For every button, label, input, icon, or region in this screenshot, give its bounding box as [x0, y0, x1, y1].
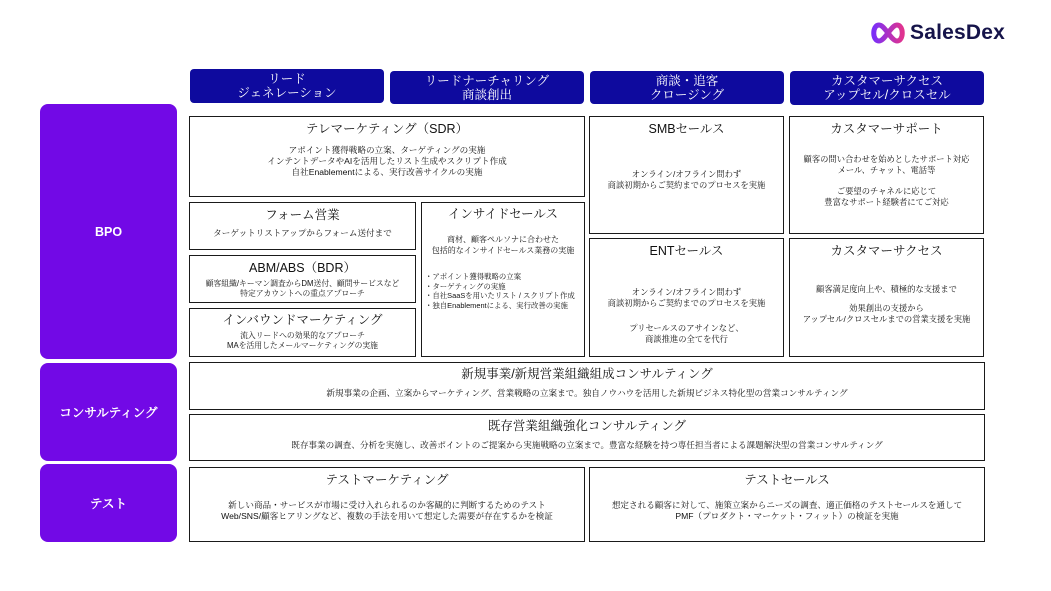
service-title: SMBセールス — [648, 122, 725, 136]
service-description: 新しい商品・サービスが市場に受け入れられるのか客観的に判断するためのテスト Web/SNS/顧客ヒアリングなど、複数の手法を用いて想定した需要が存在するかを検証 — [221, 500, 553, 521]
service-description: オンライン/オフライン問わず 商談初期からご契約までのプロセスを実施 — [607, 169, 766, 190]
service-new-business-consulting — [189, 362, 985, 410]
row-label-consulting: コンサルティング — [40, 363, 177, 461]
row-label-test: テスト — [40, 464, 177, 542]
service-description-secondary: プリセールスのアサインなど、 商談推進の全てを代行 — [629, 323, 744, 344]
service-description: 顧客満足度向上や、積極的な支援まで — [816, 284, 957, 294]
service-inbound-marketing — [189, 308, 416, 357]
service-form-sales — [189, 202, 416, 250]
service-description-secondary: 効果創出の支援から アップセル/クロスセルまでの営業支援を実施 — [802, 303, 971, 324]
infinity-logo-icon — [870, 20, 906, 46]
service-description: ターゲットリストアップからフォーム送付まで — [213, 228, 392, 238]
service-abm-abs — [189, 255, 416, 303]
column-header-lead-nurturing: リードナーチャリング 商談創出 — [390, 71, 584, 104]
brand-logo — [870, 20, 1005, 46]
column-header-customer-success: カスタマーサクセス アップセル/クロスセル — [790, 71, 984, 105]
service-description: 顧客組織/キーマン調査からDM送付、顧問サービスなど 特定アカウントへの重点アプローチ — [205, 279, 400, 298]
service-telemarketing — [189, 116, 585, 197]
service-test-marketing — [189, 467, 585, 542]
service-description: アポイント獲得戦略の立案、ターゲティングの実施 インテントデータやAIを活用したリスト生成やスクリプト作成 自社Enablementによる、実行改善サイクルの実施 — [267, 145, 507, 177]
service-description-secondary: ご要望のチャネルに応じて 豊富なサポート経験者にてご対応 — [824, 186, 949, 207]
service-title: テレマーケティング（SDR） — [305, 122, 469, 136]
service-title: 既存営業組織強化コンサルティング — [487, 419, 687, 433]
service-title: カスタマーサクセス — [830, 244, 943, 258]
service-description: 想定される顧客に対して、施策立案からニーズの調査、適正価格のテストセールスを通して PMF（プロダクト・マーケット・フィット）の検証を実施 — [611, 500, 963, 521]
service-title: インサイドセールス — [447, 207, 559, 221]
service-description: オンライン/オフライン問わず 商談初期からご契約までのプロセスを実施 — [607, 287, 766, 308]
service-customer-success — [789, 238, 984, 357]
row-label-bpo: BPO — [40, 104, 177, 359]
service-existing-org-consulting — [189, 414, 985, 461]
service-title: ENTセールス — [649, 244, 724, 258]
service-title: カスタマーサポート — [830, 122, 943, 136]
service-test-sales — [589, 467, 985, 542]
service-bullets: ・アポイント獲得戦略の立案 ・ターゲティングの実施 ・自社SaaSを用いたリスト / スクリプト作成 ・独自Enablementによる、実行改善の実施 — [425, 272, 575, 310]
service-description: 顧客の問い合わせを始めとしたサポート対応 メール、チャット、電話等 — [803, 154, 970, 175]
service-inside-sales — [421, 202, 585, 357]
service-title: ABM/ABS（BDR） — [249, 261, 356, 275]
service-title: テストセールス — [744, 473, 830, 487]
service-title: テストマーケティング — [325, 473, 449, 487]
service-title: 新規事業/新規営業組織組成コンサルティング — [461, 367, 713, 381]
service-customer-support — [789, 116, 984, 234]
service-title: インバウンドマーケティング — [222, 313, 383, 327]
service-ent-sales — [589, 238, 784, 357]
service-description: 既存事業の調査、分析を実施し、改善ポイントのご提案から実施戦略の立案まで。豊富な経験を持つ専任担当者による課題解決型の営業コンサルティング — [291, 440, 883, 450]
service-description: 新規事業の企画、立案からマーケティング、営業戦略の立案まで。独自ノウハウを活用した新規ビジネス特化型の営業コンサルティング — [326, 388, 848, 398]
service-description: 流入リードへの効果的なアプローチ MAを活用したメールマーケティングの実施 — [227, 331, 378, 350]
brand-name: SalesDex — [910, 21, 1006, 44]
column-header-closing: 商談・追客 クロージング — [590, 71, 784, 104]
service-title: フォーム営業 — [265, 208, 340, 222]
column-header-lead-generation: リード ジェネレーション — [190, 69, 384, 103]
service-description: 商材、顧客ペルソナに合わせた 包括的なインサイドセールス業務の実施 — [431, 235, 575, 255]
service-smb-sales — [589, 116, 784, 234]
